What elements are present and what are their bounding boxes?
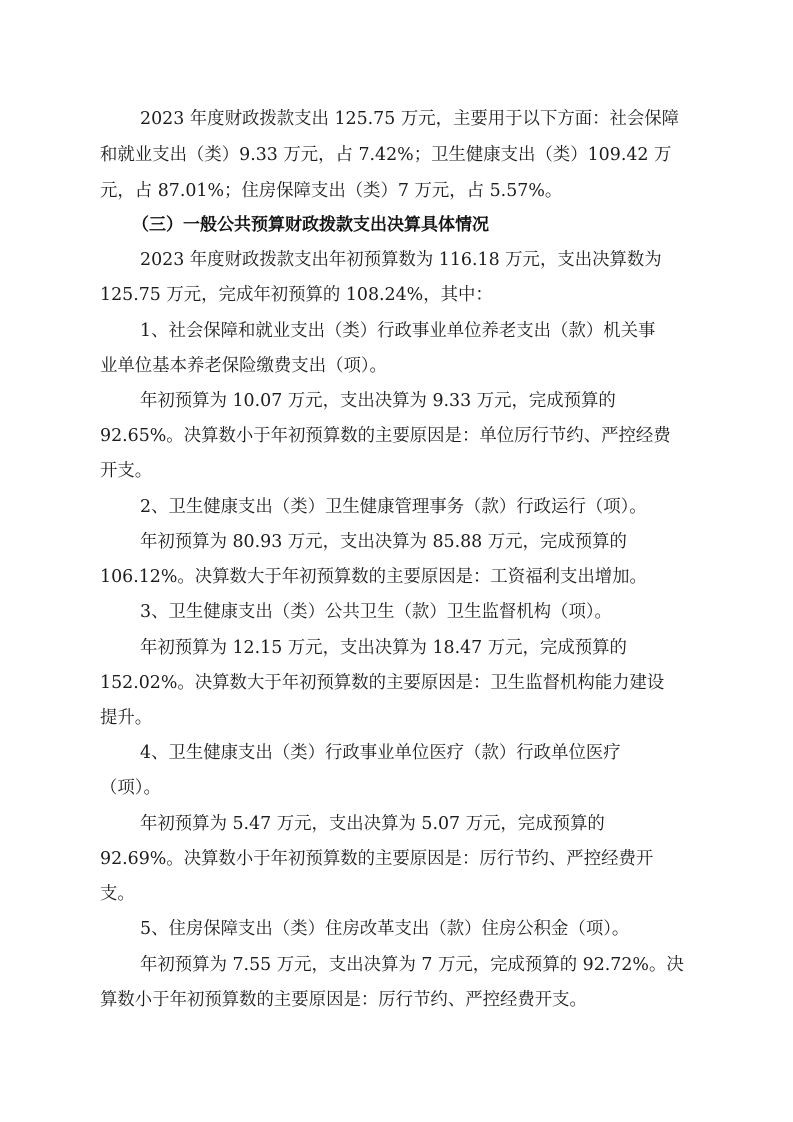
text-line: 年初预算为 7.55 万元，支出决算为 7 万元，完成预算的 92.72%。决 (140, 955, 684, 975)
text-line: 152.02%。决算数大于年初预算数的主要原因是：卫生监督机构能力建设 (100, 673, 665, 693)
text-line: 5、住房保障支出（类）住房改革支出（款）住房公积金（项）。 (140, 919, 630, 939)
text-line: 106.12%。决算数大于年初预算数的主要原因是：工资福利支出增加。 (100, 567, 647, 587)
text-line: 年初预算为 12.15 万元，支出决算为 18.47 万元，完成预算的 (140, 638, 627, 658)
text-line: 3、卫生健康支出（类）公共卫生（款）卫生监督机构（项）。 (140, 602, 612, 622)
text-line: 2023 年度财政拨款支出 125.75 万元，主要用于以下方面：社会保障 (140, 109, 680, 129)
text-line: 年初预算为 5.47 万元，支出决算为 5.07 万元，完成预算的 (140, 814, 605, 834)
text-line: 125.75 万元，完成年初预算的 108.24%，其中： (100, 285, 493, 305)
text-line: 92.69%。决算数小于年初预算数的主要原因是：厉行节约、严控经费开 (100, 849, 654, 869)
text-line: 92.65%。决算数小于年初预算数的主要原因是：单位厉行节约、严控经费 (100, 426, 671, 446)
text-line: 元，占 87.01%；住房保障支出（类）7 万元，占 5.57%。 (100, 181, 563, 201)
text-line: 提升。 (100, 708, 153, 728)
text-line: 业单位基本养老保险缴费支出（项）。 (100, 356, 387, 376)
text-line: 1、社会保障和就业支出（类）行政事业单位养老支出（款）机关事 (140, 321, 656, 341)
text-line: 年初预算为 10.07 万元，支出决算为 9.33 万元，完成预算的 (140, 391, 616, 411)
text-line: 支。 (100, 884, 135, 904)
section-heading: （三）一般公共预算财政拨款支出决算具体情况 (132, 215, 489, 235)
text-line: 4、卫生健康支出（类）行政事业单位医疗（款）行政单位医疗 (140, 743, 621, 763)
text-line: 和就业支出（类）9.33 万元，占 7.42%；卫生健康支出（类）109.42 万 (100, 145, 672, 165)
text-line: （项）。 (100, 778, 161, 798)
text-line: 年初预算为 80.93 万元，支出决算为 85.88 万元，完成预算的 (140, 532, 627, 552)
text-line: 2023 年度财政拨款支出年初预算数为 116.18 万元，支出决算数为 (140, 250, 662, 270)
text-line: 算数小于年初预算数的主要原因是：厉行节约、严控经费开支。 (100, 990, 587, 1010)
text-line: 开支。 (100, 461, 153, 481)
text-line: 2、卫生健康支出（类）卫生健康管理事务（款）行政运行（项）。 (140, 497, 647, 517)
